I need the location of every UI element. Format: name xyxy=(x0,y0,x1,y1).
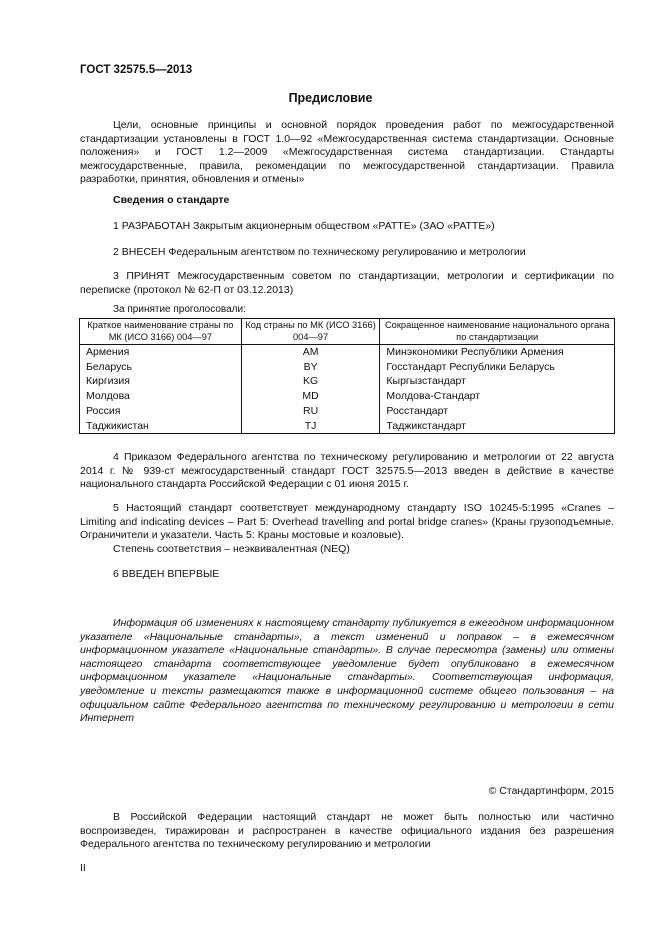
item-6: 6 ВВЕДЕН ВПЕРВЫЕ xyxy=(113,568,220,580)
table-row xyxy=(80,389,615,404)
cell-country: Армения xyxy=(80,345,242,360)
item-2: 2 ВНЕСЕН Федеральным агентством по техническому регулированию и метрологии xyxy=(113,246,526,258)
item-5-degree: Степень соответствия – неэквивалентная (NEQ) xyxy=(113,543,350,555)
section-title: Сведения о стандарте xyxy=(113,194,230,206)
table-row xyxy=(80,345,615,360)
item-5: 5 Настоящий стандарт соответствует международному стандарту ISO 10245-5:1995 «Cranes – Limiting and indicating devices – Part 5: Overhead travelling and portal bridge cranes» (Краны грузоподъемные. Ограничители и указатели. Часть 5: Краны мостовые и козловые). xyxy=(80,502,614,542)
header-body: Сокращенное наименование национального органа по стандартизации xyxy=(380,319,615,345)
cell-country: Киргизия xyxy=(80,374,242,389)
header-code: Код страны по МК (ИСО 3166) 004—97 xyxy=(241,319,380,345)
page-number: II xyxy=(80,862,86,874)
legal-notice: В Российской Федерации настоящий стандарт не может быть полностью или частично воспроизведен, тиражирован и распространен в качестве официального издания без разрешения Федерального агентства по техническому регулированию и метрологии xyxy=(80,811,614,851)
cell-country: Молдова xyxy=(80,389,242,404)
cell-body: Росстандарт xyxy=(380,404,615,419)
cell-body: Минэкономики Республики Армения xyxy=(380,345,615,360)
table-header-row xyxy=(80,319,615,345)
voting-table xyxy=(79,318,615,434)
item-4: 4 Приказом Федерального агентства по техническому регулированию и метрологии от 22 августа 2014 г. № 939-ст межгосударственный стандарт ГОСТ 32575.5—2013 введен в действие в качестве национального стандарта Российской Федерации с 01 июня 2015 г. xyxy=(80,451,614,491)
cell-body: Молдова-Стандарт xyxy=(380,389,615,404)
cell-code: AM xyxy=(241,345,380,360)
cell-body: Таджикстандарт xyxy=(380,419,615,434)
info-notice: Информация об изменениях к настоящему стандарту публикуется в ежегодном информационном указателе «Национальные стандарты», а текст изменений и поправок – в ежемесячном информационном указателе «Национальные стандарты». В случае пересмотра (замены) или отмены настоящего стандарта соответствующее уведомление будет опубликовано в ежемесячном информационном указателе «Национальные стандарты». Соответствующая информация, уведомление и тексты размещаются также в информационной системе общего пользования – на официальном сайте Федерального агентства по техническому регулированию и метрологии в сети Интернет xyxy=(80,617,614,725)
cell-country: Беларусь xyxy=(80,360,242,375)
cell-country: Россия xyxy=(80,404,242,419)
table-row xyxy=(80,419,615,434)
cell-code: TJ xyxy=(241,419,380,434)
item-3: 3 ПРИНЯТ Межгосударственным советом по стандартизации, метрологии и сертификации по переписке (протокол № 62-П от 03.12.2013) xyxy=(80,270,614,296)
table-row xyxy=(80,404,615,419)
document-code: ГОСТ 32575.5—2013 xyxy=(80,64,193,76)
header-country: Краткое наименование страны по МК (ИСО 3166) 004—97 xyxy=(80,319,242,345)
cell-body: Кыргызстандарт xyxy=(380,374,615,389)
cell-code: KG xyxy=(241,374,380,389)
cell-code: BY xyxy=(241,360,380,375)
cell-code: MD xyxy=(241,389,380,404)
voted-label: За принятие проголосовали: xyxy=(113,304,246,315)
intro-paragraph: Цели, основные принципы и основной порядок проведения работ по межгосударственной стандартизации установлены в ГОСТ 1.0—92 «Межгосударственная система стандартизации. Основные положения» и ГОСТ 1.2—2009 «Межгосударственная система стандартизации. Стандарты межгосударственные, правила, рекомендации по межгосударственной стандартизации. Правила разработки, принятия, обновления и отмены» xyxy=(80,119,614,186)
page-title: Предисловие xyxy=(288,91,373,105)
table-row xyxy=(80,374,615,389)
cell-body: Госстандарт Республики Беларусь xyxy=(380,360,615,375)
copyright: © Стандартинформ, 2015 xyxy=(488,785,614,797)
cell-country: Таджикистан xyxy=(80,419,242,434)
item-1: 1 РАЗРАБОТАН Закрытым акционерным обществом «РАТТЕ» (ЗАО «РАТТЕ») xyxy=(113,220,495,232)
cell-code: RU xyxy=(241,404,380,419)
table-row xyxy=(80,360,615,375)
